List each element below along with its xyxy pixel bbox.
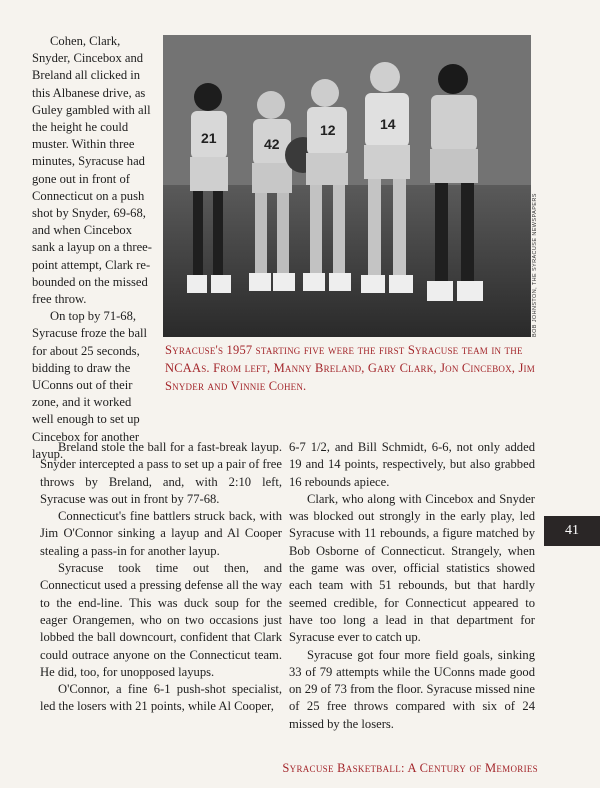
- jersey-number: 14: [380, 116, 396, 132]
- jersey-number: 42: [264, 136, 280, 152]
- photo-credit: BOB JOHNSTON, THE SYRACUSE NEWSPAPERS: [532, 193, 538, 337]
- paragraph: Connecticut's fine battlers struck back, with Jim O'Connor sinking a layup and Al Cooper stealing a pass-in for another layup.: [40, 509, 282, 558]
- paragraph: Breland stole the ball for a fast-break layup. Snyder intercepted a pass to set up a pair of free throws by Breland, and, with 2:10 left, Syracuse was out in front by 77-68.: [40, 440, 282, 506]
- jersey-number: 21: [201, 130, 217, 146]
- narrow-text-column: [32, 33, 156, 463]
- photo-caption: Syracuse's 1957 starting five were the first Syracuse team in the NCAAs. From left, Manny Breland, Gary Clark, Jon Cincebox, Jim Snyder and Vinnie Cohen.: [165, 343, 535, 393]
- left-text-column: [40, 439, 282, 716]
- paragraph: O'Connor, a fine 6-1 push-shot specialist, led the losers with 21 points, while Al Cooper,: [40, 682, 282, 714]
- paragraph: 6-7 1/2, and Bill Schmidt, 6-6, not only added 19 and 14 points, respectively, but also grabbed 16 rebounds apiece.: [289, 440, 535, 489]
- paragraph: Clark, who along with Cincebox and Snyder was blocked out strongly in the early play, led Syracuse with 11 rebounds, a figure matched by Bob Osborne of Connecticut. Strangely, when the game was over, official statistics showed each team with 51 rebounds, but that hardly seemed credible, for Connecticut appeared to have too long a lead in that department for Syracuse ever to catch up.: [289, 491, 535, 645]
- right-text-column: [289, 439, 535, 733]
- paragraph: Syracuse took time out then, and Connecticut used a pressing defense all the way to the end-line. This was duck soup for the eager Orangemen, who on two occasions just lobbed the ball downcourt, confident that Clark could outrace anyone on the Connecticut team. He did, too, for unopposed layups.: [40, 561, 282, 679]
- jersey-number: 12: [320, 122, 336, 138]
- paragraph: Cohen, Clark, Snyder, Cincebox and Breland all clicked in this Albanese drive, as Guley gambled with all the height he could muster. Within three minutes, Syracuse had gone out in front of Connecticut on a push shot by Snyder, 69-68, and when Cincebox sank a layup on a three-point attempt, Clark re-bounded on the missed free throw.: [32, 34, 152, 307]
- running-footer: Syracuse Basketball: A Century of Memories: [282, 761, 538, 775]
- team-photo-illustration: [163, 35, 531, 337]
- paragraph: Syracuse got four more field goals, sinking 33 of 79 attempts while the UConns made good on 29 of 73 from the floor. Syracuse missed nine of 25 free throws compared with six of 24 missed by the losers.: [289, 647, 535, 731]
- paragraph: On top by 71-68, Syracuse froze the ball for about 25 seconds, bidding to draw the UConns out of their zone, and it worked well enough to set up Cincebox for another layup.: [32, 309, 148, 461]
- page-number-tab: 41: [544, 516, 600, 546]
- team-photo: [163, 35, 531, 337]
